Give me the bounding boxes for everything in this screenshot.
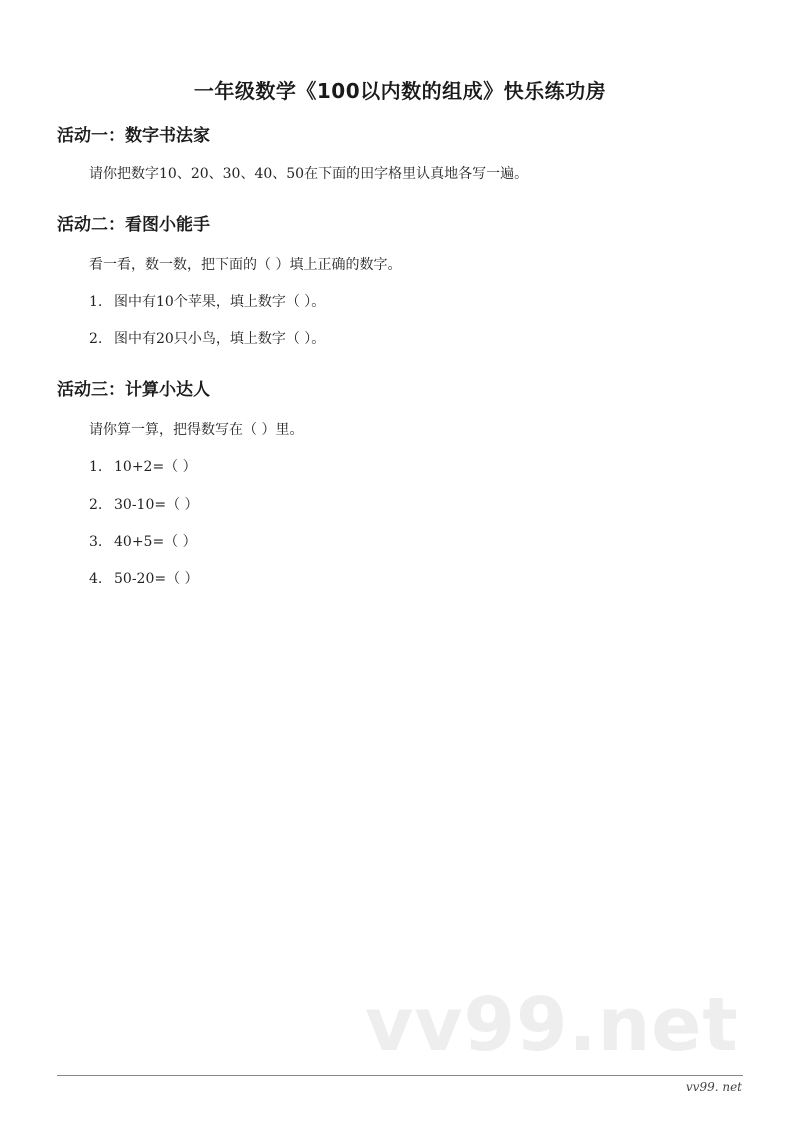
- document-title: 一年级数学《100以内数的组成》快乐练功房: [193, 79, 607, 104]
- activity-2-heading: 活动二：看图小能手: [57, 215, 210, 235]
- footer-divider: [57, 1075, 743, 1076]
- activity-3-instruction: 请你算一算，把得数写在（ ）里。: [89, 422, 304, 438]
- footer-site-text: vv99. net: [685, 1080, 742, 1094]
- item-number: 3.: [89, 534, 103, 550]
- activity-3-heading: 活动三：计算小达人: [57, 380, 210, 400]
- activity-2-item-1: [89, 292, 325, 312]
- activity-1-section: [57, 124, 757, 148]
- item-text: 图中有10个苹果，填上数字（ ）。: [114, 294, 326, 310]
- item-text: 50-20=（ ）: [114, 571, 199, 587]
- activity-3-item-4: [89, 569, 199, 589]
- item-number: 2.: [89, 331, 103, 347]
- item-text: 40+5=（ ）: [114, 534, 197, 550]
- item-number: 1.: [89, 294, 103, 310]
- activity-2-instruction: 看一看，数一数，把下面的（ ）填上正确的数字。: [89, 257, 402, 273]
- activity-3-item-2: [89, 495, 199, 515]
- item-number: 1.: [89, 459, 103, 475]
- activity-1-heading: 活动一：数字书法家: [57, 126, 210, 146]
- activity-3-item-3: [89, 532, 197, 552]
- activity-3-item-1: [89, 457, 197, 477]
- activity-2-section: [57, 213, 757, 237]
- activity-3-section: [57, 378, 757, 402]
- activity-1-instruction: 请你把数字10、20、30、40、50在下面的田字格里认真地各写一遍。: [89, 166, 529, 182]
- activity-2-item-2: [89, 329, 325, 349]
- item-number: 4.: [89, 571, 103, 587]
- item-text: 10+2=（ ）: [114, 459, 197, 475]
- item-text: 图中有20只小鸟，填上数字（ ）。: [114, 331, 326, 347]
- item-text: 30-10=（ ）: [114, 497, 199, 513]
- watermark: vv99.net: [365, 982, 739, 1068]
- item-number: 2.: [89, 497, 103, 513]
